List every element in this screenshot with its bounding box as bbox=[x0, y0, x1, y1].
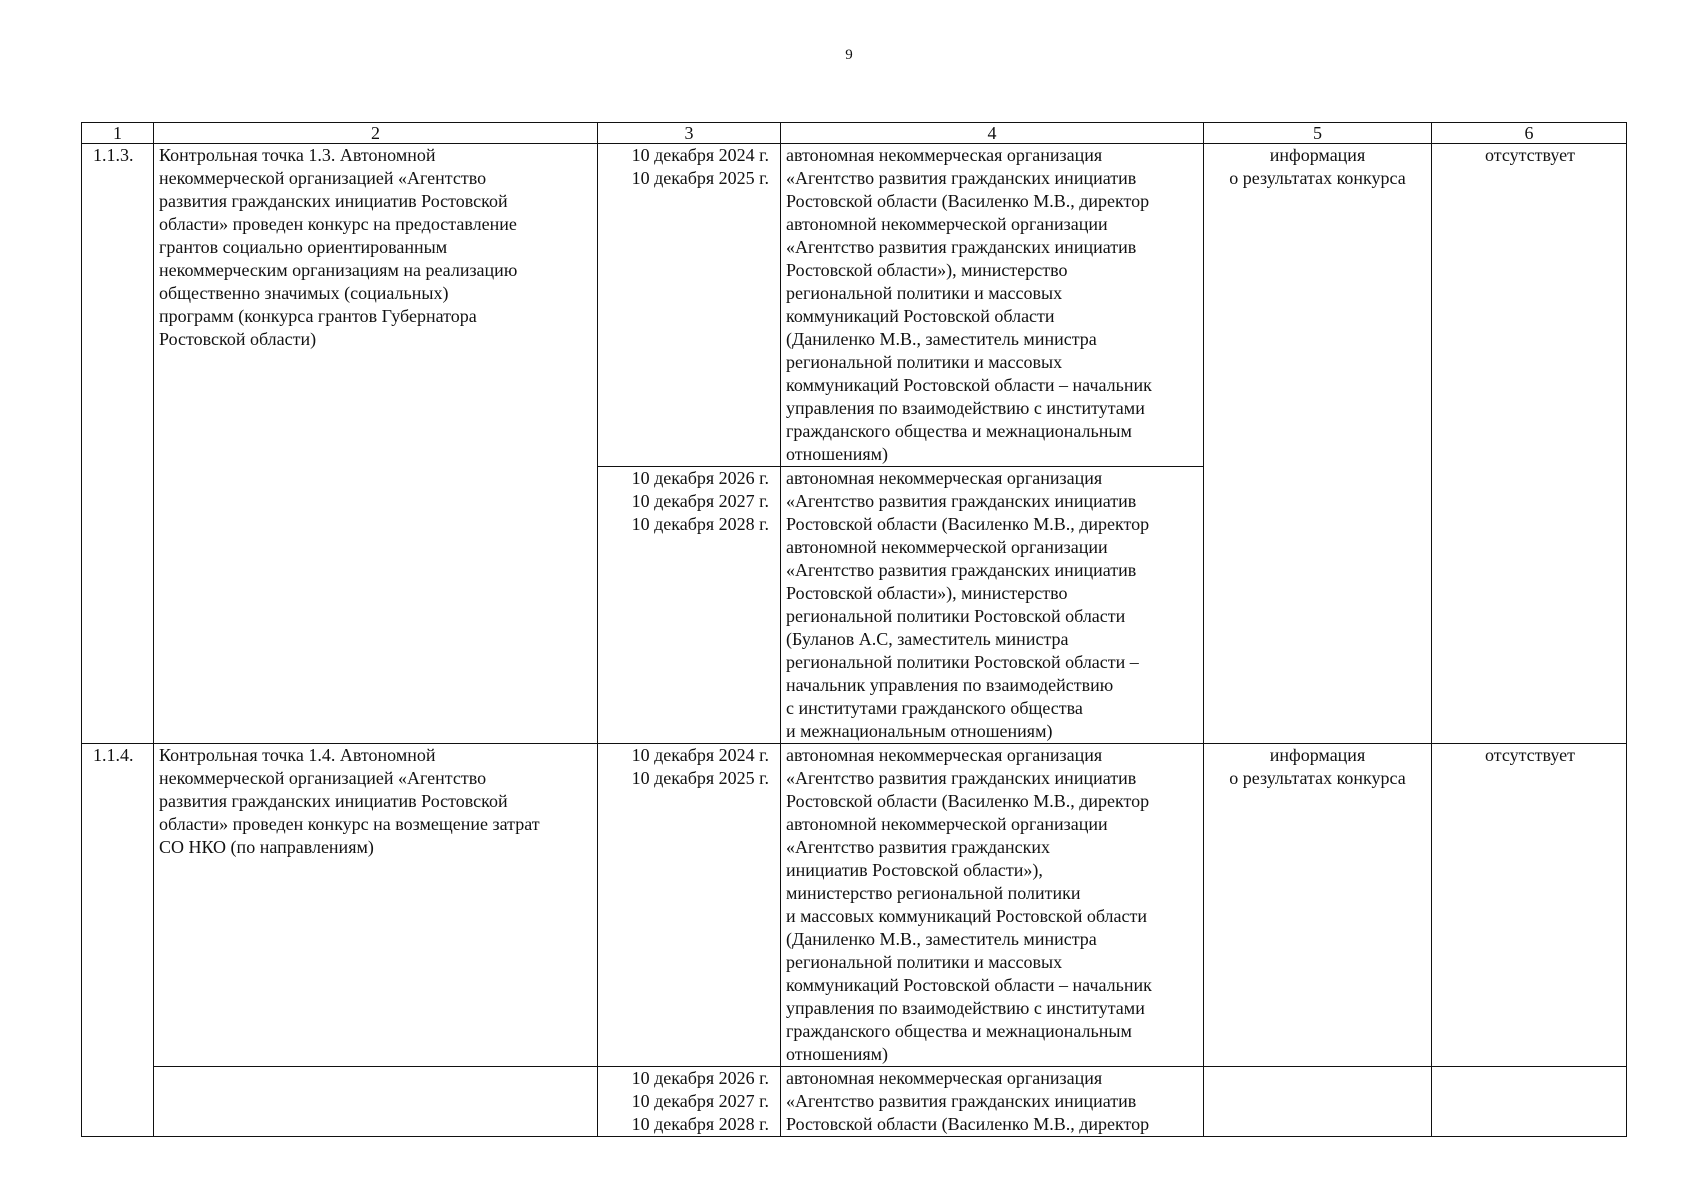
result-document: информация о результатах конкурса bbox=[1204, 144, 1432, 744]
status-cell: отсутствует bbox=[1432, 144, 1627, 744]
control-point-description bbox=[154, 1067, 598, 1137]
deadline-dates: 10 декабря 2024 г. 10 декабря 2025 г. bbox=[598, 144, 781, 467]
table-row bbox=[82, 1067, 1627, 1137]
control-point-description: Контрольная точка 1.4. Автономной некоммерческой организацией «Агентство развития гражданских инициатив Ростовской области» проведен конкурс на возмещение затрат СО НКО (по направлениям) bbox=[154, 744, 598, 1067]
column-header-2: 2 bbox=[154, 123, 598, 144]
deadline-dates: 10 декабря 2026 г. 10 декабря 2027 г. 10 декабря 2028 г. bbox=[598, 467, 781, 744]
row-number: 1.1.3. bbox=[82, 144, 154, 744]
deadline-dates: 10 декабря 2026 г. 10 декабря 2027 г. 10 декабря 2028 г. bbox=[598, 1067, 781, 1137]
responsible-executor: автономная некоммерческая организация «Агентство развития гражданских инициатив Ростовской области (Василенко М.В., директор автономной некоммерческой организации «Агентство развития гражданских инициатив Ростовской области»), министерство региональной политики и массовых коммуникаций Ростовской области (Даниленко М.В., заместитель министра региональной политики и массовых коммуникаций Ростовской области – начальник управления по взаимодействию с институтами гражданского общества и межнациональным отношениям) bbox=[781, 744, 1204, 1067]
responsible-executor: автономная некоммерческая организация «Агентство развития гражданских инициатив Ростовской области (Василенко М.В., директор bbox=[781, 1067, 1204, 1137]
control-point-description: Контрольная точка 1.3. Автономной некоммерческой организацией «Агентство развития гражданских инициатив Ростовской области» проведен конкурс на предоставление грантов социально ориентированным некоммерческим организациям на реализацию общественно значимых (социальных) программ (конкурса грантов Губернатора Ростовской области) bbox=[154, 144, 598, 744]
column-header-3: 3 bbox=[598, 123, 781, 144]
status-cell bbox=[1432, 1067, 1627, 1137]
page-number: 9 bbox=[845, 47, 853, 63]
table-row bbox=[82, 144, 1627, 467]
column-header-4: 4 bbox=[781, 123, 1204, 144]
status-cell: отсутствует bbox=[1432, 744, 1627, 1067]
column-header-6: 6 bbox=[1432, 123, 1627, 144]
schedule-table bbox=[81, 122, 1627, 1137]
deadline-dates: 10 декабря 2024 г. 10 декабря 2025 г. bbox=[598, 744, 781, 1067]
table-row bbox=[82, 744, 1627, 1067]
table-header-row bbox=[82, 123, 1627, 144]
column-header-1: 1 bbox=[82, 123, 154, 144]
row-number: 1.1.4. bbox=[82, 744, 154, 1137]
result-document: информация о результатах конкурса bbox=[1204, 744, 1432, 1067]
result-document bbox=[1204, 1067, 1432, 1137]
responsible-executor: автономная некоммерческая организация «Агентство развития гражданских инициатив Ростовской области (Василенко М.В., директор автономной некоммерческой организации «Агентство развития гражданских инициатив Ростовской области»), министерство региональной политики Ростовской области (Буланов А.С, заместитель министра региональной политики Ростовской области – начальник управления по взаимодействию с институтами гражданского общества и межнациональным отношениям) bbox=[781, 467, 1204, 744]
column-header-5: 5 bbox=[1204, 123, 1432, 144]
responsible-executor: автономная некоммерческая организация «Агентство развития гражданских инициатив Ростовской области (Василенко М.В., директор автономной некоммерческой организации «Агентство развития гражданских инициатив Ростовской области»), министерство региональной политики и массовых коммуникаций Ростовской области (Даниленко М.В., заместитель министра региональной политики и массовых коммуникаций Ростовской области – начальник управления по взаимодействию с институтами гражданского общества и межнациональным отношениям) bbox=[781, 144, 1204, 467]
